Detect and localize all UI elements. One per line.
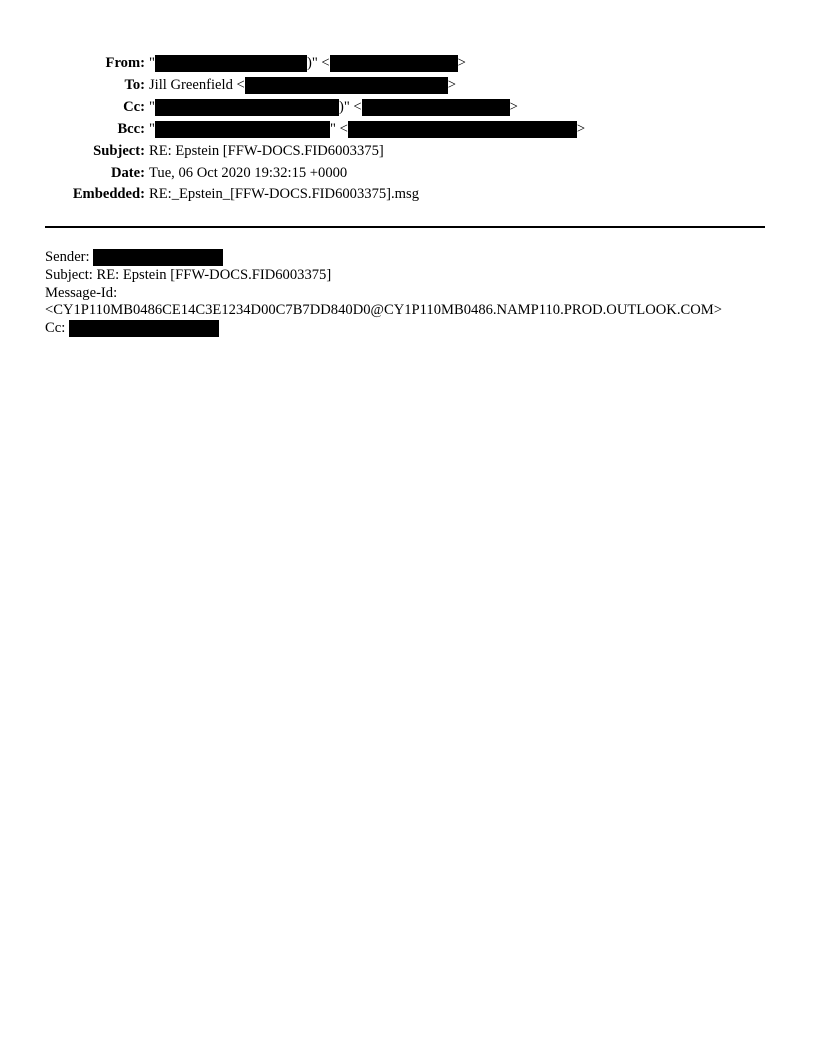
from-quote: "	[149, 55, 155, 71]
cc-close: )" <	[338, 98, 362, 115]
bcc-quote: "	[149, 120, 155, 137]
sender-line	[45, 249, 770, 267]
cc-quote: "	[149, 98, 155, 115]
sender-label: Sender:	[45, 249, 90, 265]
from-end: >	[457, 55, 466, 71]
date-label: Date:	[110, 164, 145, 181]
redaction-block	[330, 55, 458, 72]
from-close: )" <	[306, 55, 330, 71]
message-id-label: Message-Id:	[45, 284, 118, 301]
to-row	[40, 75, 585, 97]
embedded-row	[40, 184, 585, 206]
bcc-value	[149, 119, 585, 141]
date-value: Tue, 06 Oct 2020 19:32:15 +0000	[149, 164, 348, 181]
to-label: To:	[124, 76, 145, 93]
cc-label: Cc:	[123, 98, 145, 115]
header-divider	[45, 226, 765, 228]
bcc-end: >	[576, 120, 586, 137]
message-id-value: <CY1P110MB0486CE14C3E1234D00C7B7DD840D0@CY1P110MB0486.NAMP110.PROD.OUTLOOK.COM>	[45, 302, 722, 319]
to-name: Jill Greenfield <	[149, 76, 245, 93]
from-row	[40, 53, 585, 75]
to-end: >	[447, 76, 456, 93]
email-header	[40, 53, 585, 206]
date-row	[40, 163, 585, 185]
redaction-block	[155, 99, 339, 116]
redaction-block	[155, 121, 330, 138]
redaction-block	[155, 55, 307, 72]
bcc-row	[40, 119, 585, 141]
redaction-block	[69, 320, 219, 337]
message-metadata	[45, 249, 770, 338]
bcc-label: Bcc:	[117, 120, 145, 137]
meta-cc-line	[45, 320, 770, 338]
embedded-value: RE:_Epstein_[FFW-DOCS.FID6003375].msg	[149, 186, 419, 203]
cc-row	[40, 97, 585, 119]
from-label: From:	[105, 55, 145, 71]
to-value	[149, 75, 585, 97]
embedded-label: Embedded:	[72, 186, 145, 203]
cc-end: >	[509, 98, 518, 115]
redaction-block	[93, 249, 223, 266]
redaction-block	[245, 77, 448, 94]
subject-row	[40, 141, 585, 163]
subject-value: RE: Epstein [FFW-DOCS.FID6003375]	[149, 142, 384, 159]
redaction-block	[362, 99, 510, 116]
meta-subject-line: Subject: RE: Epstein [FFW-DOCS.FID6003375]	[45, 266, 332, 283]
bcc-close: " <	[329, 120, 348, 137]
cc-value	[149, 97, 585, 119]
from-value	[149, 53, 585, 75]
redaction-block	[348, 121, 577, 138]
meta-cc-label: Cc:	[45, 320, 66, 337]
subject-label: Subject:	[93, 142, 145, 159]
